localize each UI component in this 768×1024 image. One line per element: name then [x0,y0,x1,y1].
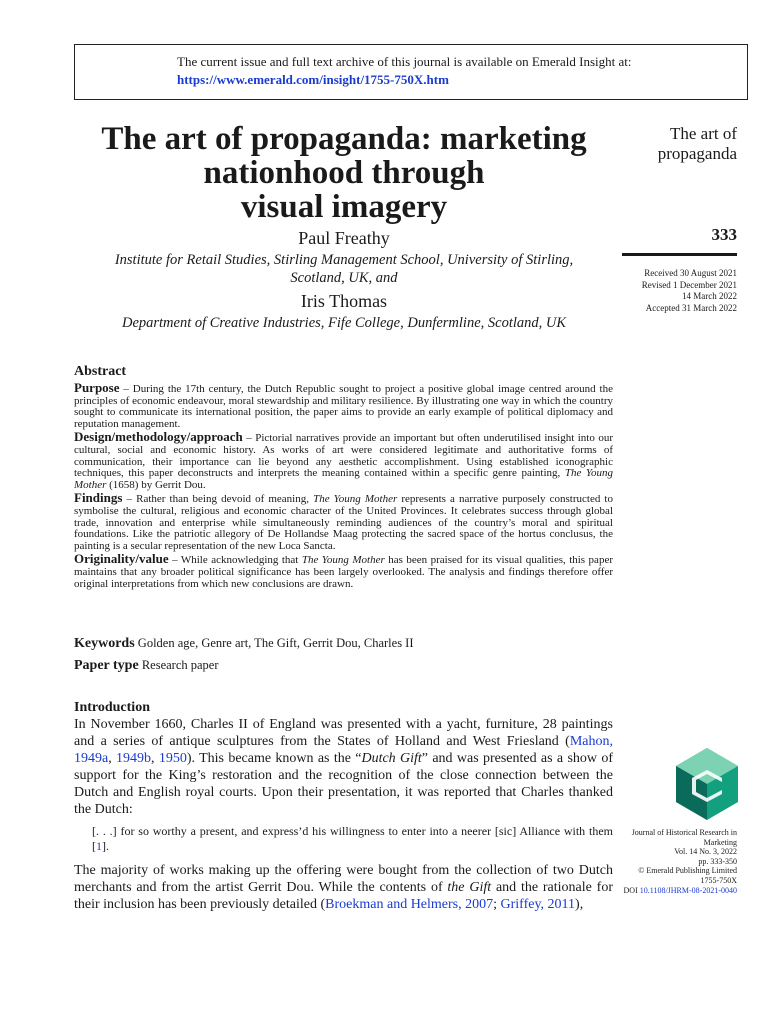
abstract-section [74,366,613,590]
page-number: 333 [711,225,737,244]
originality-label: Originality/value [74,550,169,566]
journal-info [600,828,737,895]
author-block [74,228,614,287]
paper-type [74,658,219,674]
painting-title: The Young Mother [313,492,398,505]
title-line: visual imagery [240,189,448,225]
abstract-purpose [74,379,613,431]
citation-link[interactable]: Broekman and Helmers, 2007 [325,897,494,912]
body-text: ). This became known as the “ [186,751,362,766]
copyright: © Emerald Publishing Limited [638,866,737,876]
citation-link[interactable]: Griffey, 2011 [500,897,576,912]
findings-text: represents a narrative purposely constructed to symbolise the cultural, religious and economic character of the United Provinces. It celebrates success through global trade, innovation and enterprise while simultaneously reminding audiences of the country’s moral and spiritual foundations. Like the patriotic allegory of De Hollandse Maag protecting the sacred space of the hortus conclusus, the painting is a secular representation of the new Loca Sancta. [74,492,613,553]
citation-link[interactable]: 1949b [116,751,152,766]
journal-pages: pp. 333-350 [698,856,737,866]
date-revised: Revised 1 December 2021 [641,279,737,290]
paper-type-text: Research paper [138,658,219,672]
journal-name: Marketing [703,837,737,847]
running-title-line: propaganda [657,144,737,163]
author-affiliation: Scotland, UK, and [290,270,398,286]
author-affiliation: Department of Creative Industries, Fife College, Dunfermline, Scotland, UK [121,315,567,331]
design-text: – Pictorial narratives provide an important but often underutilised insight into our cultural, social and economic history. As works of art were considered legitimate and authoritative forms of communication, their importance can lie beyond any aesthetic accomplishment. Using established iconographic techniques, this paper deconstructs and interprets the meaning contained within a specific genre painting, [74,431,613,480]
title-line: The art of propaganda: marketing [101,121,587,157]
date-accepted: Accepted 31 March 2022 [645,302,737,313]
doi-label: DOI [623,885,640,895]
keywords-text: Golden age, Genre art, The Gift, Gerrit Dou, Charles II [134,636,414,650]
introduction-heading: Introduction [74,700,150,715]
author-name: Paul Freathy [298,228,390,248]
separator: , [108,751,117,766]
findings-label: Findings [74,489,123,505]
citation-link[interactable]: Mahon, 1949a [74,734,613,766]
notice-text: The current issue and full text archive of this journal is available on Emerald Insight at: [177,54,632,69]
issn: 1755-750X [700,875,737,885]
separator: ; [493,897,501,912]
date-received: Received 30 August 2021 [644,268,737,278]
abstract-design [74,428,613,492]
footnote-link[interactable]: 1 [96,839,102,853]
doi-link[interactable]: 10.1108/JHRM-08-2021-0040 [639,885,737,895]
citation-link[interactable]: 1950 [158,751,187,766]
body-text: The majority of works making up the offering were bought from the collection of two Dutch merchants and from the artist Gerrit Dou. While the contents of [74,863,613,895]
running-title [630,124,737,164]
doi-line [600,886,737,896]
date-revised-2: 14 March 2022 [682,291,737,301]
the-gift-term: the Gift [447,880,492,895]
author-block [74,291,614,332]
design-text: (1658) by Gerrit Dou. [106,479,206,492]
journal-volume: Vol. 14 No. 3, 2022 [674,847,737,857]
article-dates [600,268,737,314]
painting-title: The Young Mother [301,553,385,566]
journal-name: Journal of Historical Research in [631,828,737,837]
purpose-text: – During the 17th century, the Dutch Republic sought to project a positive global image centred around the principles of economic endeavour, moral stewardship and military resilience. By illustrating one way in which the country sought to communicate its international position, the paper aims to provide an early example of political diplomacy and reputation management. [74,382,613,431]
block-quote [92,824,613,854]
emerald-logo-icon [676,748,738,820]
article-title [74,122,614,224]
design-label: Design/methodology/approach [74,428,243,444]
abstract-heading: Abstract [74,364,127,379]
quote-text: [. . .] for so worthy a present, and express’d his willingness to enter into a neerer [sic] Alliance with them [ [92,824,613,853]
separator: , [151,751,159,766]
abstract-findings [74,489,613,553]
quote-text: ]. [102,839,109,853]
running-title-line: The art of [669,124,737,143]
sidebar-divider [622,253,737,256]
body-text: In November 1660, Charles II of England was presented with a yacht, furniture, 28 paintings and a series of antique sculptures from the States of Holland and West Friesland ( [74,717,613,749]
body-text: ” and was presented as a show of support for the King’s restoration and the recognition of the close connection between the Dutch and English royal courts. Upon their presentation, it was reported that Charles thanked the Dutch: [74,751,614,817]
author-affiliation: Institute for Retail Studies, Stirling Management School, University of Stirling, [114,252,574,268]
intro-paragraph-2 [74,862,613,913]
body-text: ), [575,897,584,912]
painting-title: The Young Mother [74,467,613,492]
findings-text: – Rather than being devoid of meaning, [122,492,314,505]
originality-text: – While acknowledging that [168,553,302,566]
keywords [74,636,414,652]
paper-type-label: Paper type [74,658,139,673]
title-line: nationhood through [203,155,485,191]
intro-paragraph-1 [74,716,613,818]
author-name: Iris Thomas [300,291,388,311]
keywords-label: Keywords [74,636,135,651]
journal-url-link[interactable]: https://www.emerald.com/insight/1755-750X.htm [177,72,449,87]
dutch-gift-term: Dutch Gift [361,751,422,766]
body-text: and the rationale for their inclusion has been previously detailed ( [74,880,613,912]
originality-text: has been praised for its visual qualities, this paper maintains that any broader political significance has been largely overlooked. The analysis and findings therefore offer original interpretations from which new conclusions are drawn. [74,553,613,590]
journal-notice-box [74,44,748,100]
abstract-originality [74,550,613,590]
purpose-label: Purpose [74,379,120,395]
